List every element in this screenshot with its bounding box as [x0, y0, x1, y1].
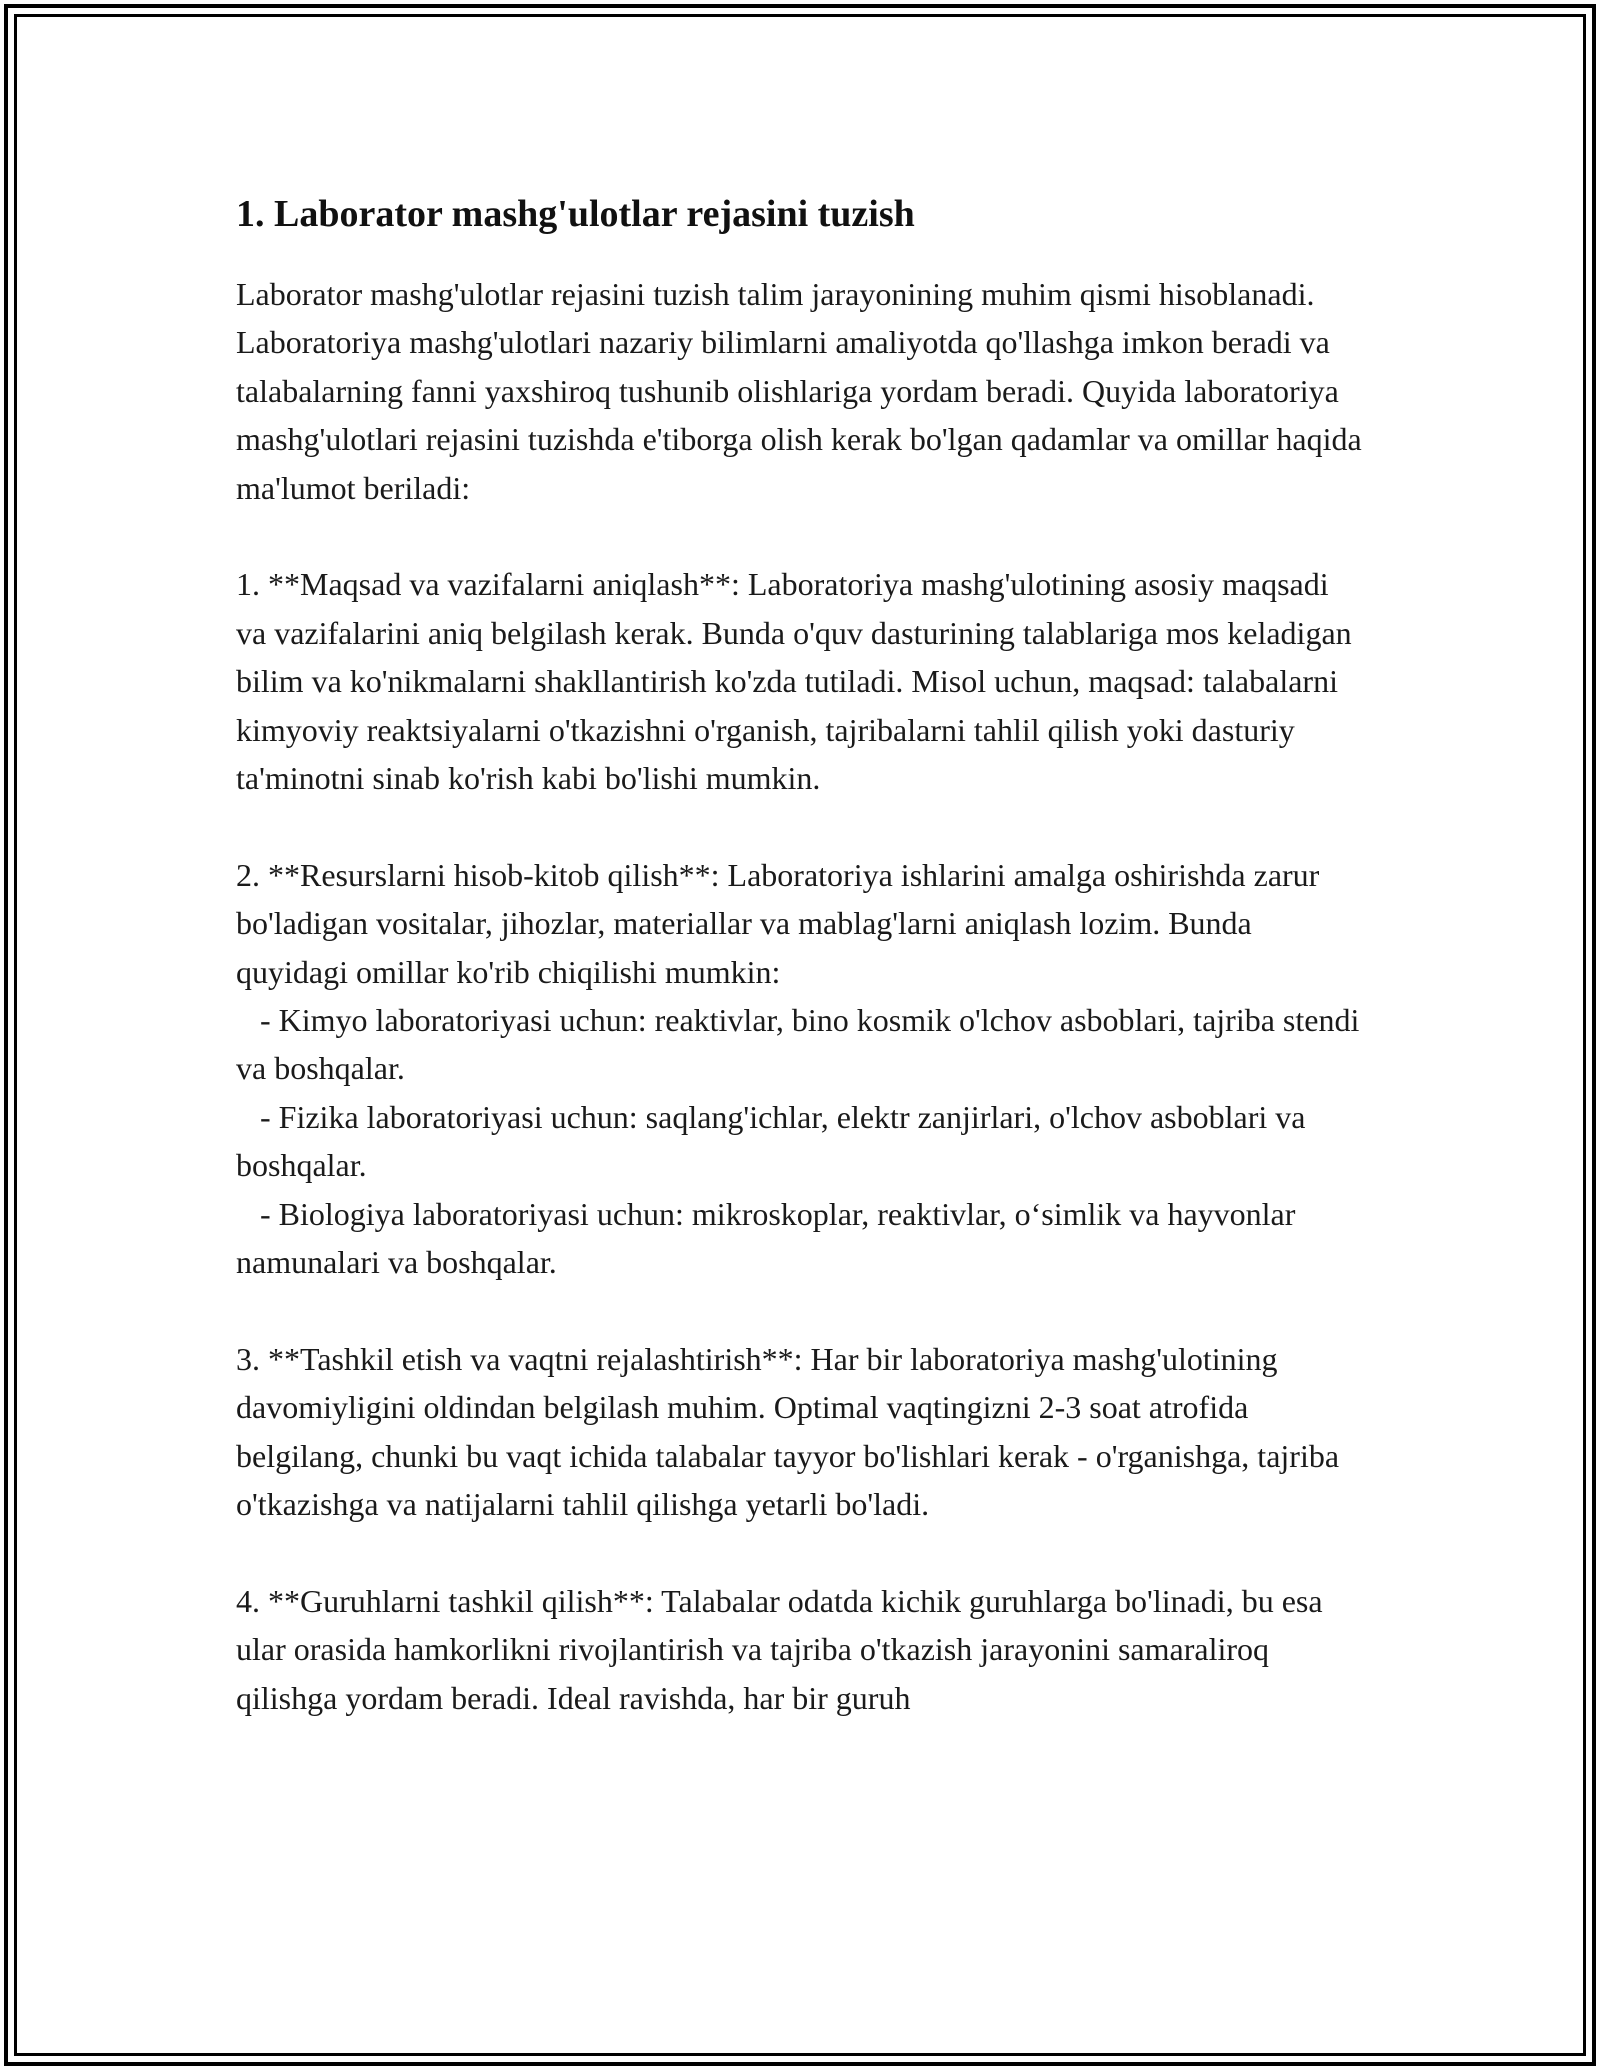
- list-item-resources-text: 2. **Resurslarni hisob-kitob qilish**: Laboratoriya ishlarini amalga oshirishda zarur bo'ladigan vositalar, jihozlar, materiallar va mablag'larni aniqlash lozim. Bunda quyidagi omillar ko'rib chiqilishi mumkin:: [236, 856, 1320, 990]
- subitem-chemistry: - Kimyo laboratoriyasi uchun: reaktivlar, bino kosmik o'lchov asboblari, tajriba stendi va boshqalar.: [236, 1002, 1368, 1087]
- paragraph-gap: [236, 512, 1366, 560]
- list-item-resources: [236, 851, 1366, 1287]
- paragraph-gap: [236, 1529, 1366, 1577]
- document-heading: 1. Laborator mashg'ulotlar rejasini tuzish: [236, 193, 915, 235]
- subitem-biology: - Biologiya laboratoriyasi uchun: mikroskoplar, reaktivlar, o‘simlik va hayvonlar namunalari va boshqalar.: [236, 1195, 1304, 1281]
- subitem-physics: - Fizika laboratoriyasi uchun: saqlang'ichlar, elektr zanjirlari, o'lchov asboblari va boshqalar.: [236, 1098, 1314, 1184]
- document-content: [236, 186, 1366, 1722]
- list-item-scheduling: 3. **Tashkil etish va vaqtni rejalashtirish**: Har bir laboratoriya mashg'ulotining davomiyligini oldindan belgilash muhim. Optimal vaqtingizni 2-3 soat atrofida belgilang, chunki bu vaqt ichida talabalar tayyor bo'lishlari kerak - o'rganishga, tajriba o'tkazishga va natijalarni tahlil qilishga yetarli bo'ladi.: [236, 1340, 1340, 1523]
- intro-paragraph: Laborator mashg'ulotlar rejasini tuzish talim jarayonining muhim qismi hisoblanadi. Laboratoriya mashg'ulotlari nazariy bilimlarni amaliyotda qo'llashga imkon beradi va talabalarning fanni yaxshiroq tushunib olishlariga yordam beradi. Quyida laboratoriya mashg'ulotlari rejasini tuzishda e'tiborga olish kerak bo'lgan qadamlar va omillar haqida ma'lumot beriladi:: [236, 276, 1362, 506]
- list-item-groups: 4. **Guruhlarni tashkil qilish**: Talabalar odatda kichik guruhlarga bo'linadi, bu esa ular orasida hamkorlikni rivojlantirish va tajriba o'tkazish jarayonini samaraliroq qilishga yordam beradi. Ideal ravishda, har bir guruh: [236, 1582, 1323, 1716]
- paragraph-gap: [236, 802, 1366, 850]
- list-item-goals: 1. **Maqsad va vazifalarni aniqlash**: Laboratoriya mashg'ulotining asosiy maqsadi va vazifalarini aniq belgilash kerak. Bunda o'quv dasturining talablariga mos keladigan bilim va ko'nikmalarni shakllantirish ko'zda tutiladi. Misol uchun, maqsad: talabalarni kimyoviy reaktsiyalarni o'tkazishni o'rganish, tajribalarni tahlil qilish yoki dasturiy ta'minotni sinab ko'rish kabi bo'lishi mumkin.: [236, 566, 1352, 797]
- paragraph-gap: [236, 1287, 1366, 1335]
